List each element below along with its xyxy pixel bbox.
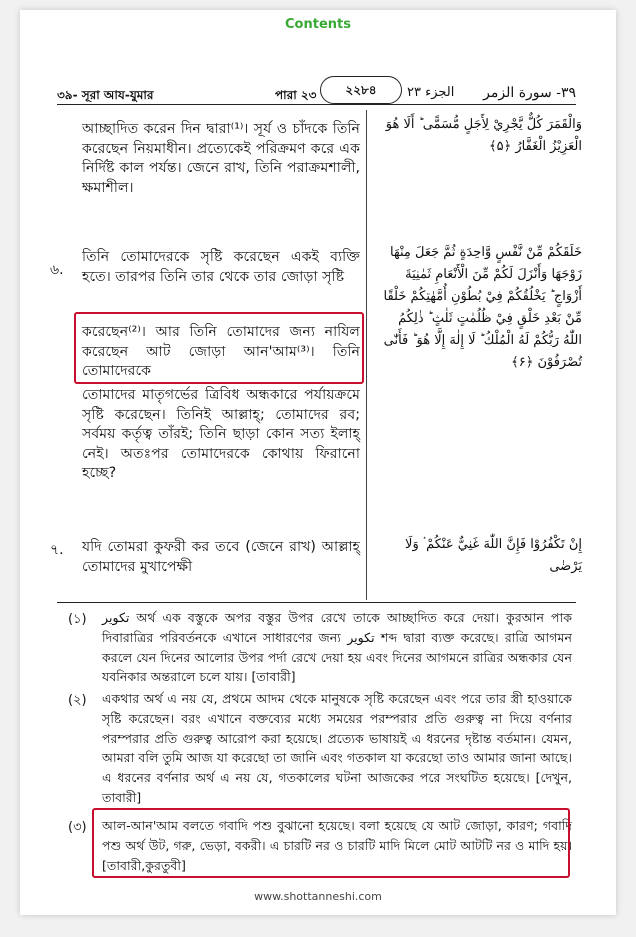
header-rule	[57, 104, 576, 105]
para-label: পারা ২৩	[275, 88, 317, 102]
footnote-text: আল-আন'আম বলতে গবাদি পশু বুঝানো হয়েছে। বলা হয়েছে যে আট জোড়া, কারণ; গবাদি পশু অর্থ উট, গরু, ভেড়া, বকরী। এ চারটি নর ও চারটি মাদি মিলে মোট আটটি নর ও মাদি হয়। [তাবারী,কুরতুবী]	[102, 818, 572, 873]
column-divider	[366, 110, 367, 600]
footnote-text: تكوير অর্থ এক বস্তুকে অপর বস্তুর উপর রেখে তাকে আচ্ছাদিত করে দেয়া। কুরআন পাক দিবারাত্রির পরিবর্তনকে এখানে সাধারণের জন্য تكوير শব্দ দ্বারা ব্যক্ত করেছে। রাত্রি আগমন করলে যেন দিনের আলোর উপর পর্দা রেখে দেয়া হয় এবং দিনের আগমনে রাত্রির অন্ধকার যেন যবনিকার অন্তরালে চলে যায়। [তাবারী]	[102, 610, 572, 685]
verse-arabic: خَلَقَكُمْ مِّنْ نَّفْسٍ وَّاحِدَةٍ ثُمَّ جَعَلَ مِنْهَا زَوْجَهَا وَأَنْزَلَ لَكُمْ مِّنَ الْأَنْعَامِ ثَمٰنِيَةَ أَزْوَاجٍ ؕ يَخْلُقُكُمْ فِيْ بُطُوْنِ أُمَّهٰتِكُمْ خَلْقًا مِّنْ بَعْدِ خَلْقٍ فِيْ ظُلُمٰتٍ ثَلٰثٍ ؕ ذٰلِكُمُ اللّٰهُ رَبُّكُمْ لَهُ الْمُلْكُ ؕ لَا إِلٰهَ إِلَّا هُوَ ؕ فَأَنّٰى تُصْرَفُوْنَ ﴿۶﴾	[383, 245, 582, 370]
watermark: www.shottanneshi.com	[254, 890, 382, 903]
footnote-number: (৩)	[68, 820, 87, 835]
surah-name-bangla: ৩৯- সূরা আয-যুমার	[57, 88, 154, 102]
footnote-rule	[57, 602, 576, 603]
footnote-text: একথার অর্থ এ নয় যে, প্রথমে আদম থেকে মানুষকে সৃষ্টি করেছেন এবং পরে তার স্ত্রী হাওয়াকে সৃষ্টি করেছেন। বরং এখানে বক্তব্যের মধ্যে সময়ের পরম্পরার প্রতি গুরুত্ব না দিয়ে বর্ণনার পরম্পরার প্রতি গুরুত্ব আরোপ করা হয়েছে। প্রত্যেক ভাষায়ই এ ধরনের দৃষ্টান্ত বর্তমান। যেমন, আমরা বলি তুমি আজ যা করেছো তা জানি এবং গতকাল যা করেছো তাও আমার জানা আছে। এ ধরনের বর্ণনার অর্থ এ নয় যে, গতকালের ঘটনা আজকের পরে সংঘটিত হয়েছে। [দেখুন, তাবারী]	[102, 691, 572, 805]
verse-translation: যদি তোমরা কুফরী কর তবে (জেনে রাখ) আল্লাহ্ তোমাদের মুখাপেক্ষী	[82, 539, 360, 575]
verse-translation: আচ্ছাদিত করেন দিন দ্বারা⁽¹⁾। সূর্য ও চাঁদকে তিনি করেছেন নিয়মাধীন। প্রত্যেকেই পরিক্রমণ করে এক নির্দিষ্ট কাল পর্যন্ত। জেনে রাখ, তিনি পরাক্রমশালী, ক্ষমাশীল।	[82, 121, 360, 196]
footnote-number: (২)	[68, 693, 87, 708]
verse-arabic: وَالْقَمَرَ كُلٌّ يَّجْرِيْ لِأَجَلٍ مُّسَمًّى ؕ أَلَا هُوَ الْعَزِيْزُ الْغَفَّارُ ﴿۵﴾	[385, 117, 582, 154]
verse-translation: তিনি তোমাদেরকে সৃষ্টি করেছেন একই ব্যক্তি হতে। তারপর তিনি তার থেকে তার জোড়া সৃষ্টি	[82, 249, 360, 285]
page-number-box	[320, 76, 402, 104]
verse-translation-highlighted: করেছেন⁽²⁾। আর তিনি তোমাদের জন্য নাযিল করেছেন আট জোড়া আন'আম⁽³⁾। তিনি তোমাদেরকে	[82, 324, 360, 380]
surah-name-arabic: ٣٩- سورة الزمر	[483, 85, 576, 101]
verse-number: ৬.	[50, 262, 64, 278]
book-page	[20, 10, 616, 915]
page-number: ২২৮৪	[345, 83, 377, 97]
verse-number: ৭.	[50, 542, 64, 558]
juz-label-arabic: الجزء ٢٣	[407, 85, 455, 100]
footnote-number: (১)	[68, 612, 87, 627]
verse-translation: তোমাদের মাতৃগর্ভের ত্রিবিধ অন্ধকারে পর্যায়ক্রমে সৃষ্টি করেছেন। তিনিই আল্লাহ্; তোমাদের রব; সর্বময় কর্তৃত্ব তাঁরই; তিনি ছাড়া কোন সত্য ইলাহ্ নেই। অতঃপর তোমাদেরকে কোথায় ফিরানো হচ্ছে?	[82, 387, 360, 482]
verse-arabic: إِنْ تَكْفُرُوْا فَإِنَّ اللّٰهَ غَنِيٌّ عَنْكُمْ ۟ وَلَا يَرْضٰى	[405, 537, 582, 574]
contents-link[interactable]: Contents	[285, 17, 351, 32]
